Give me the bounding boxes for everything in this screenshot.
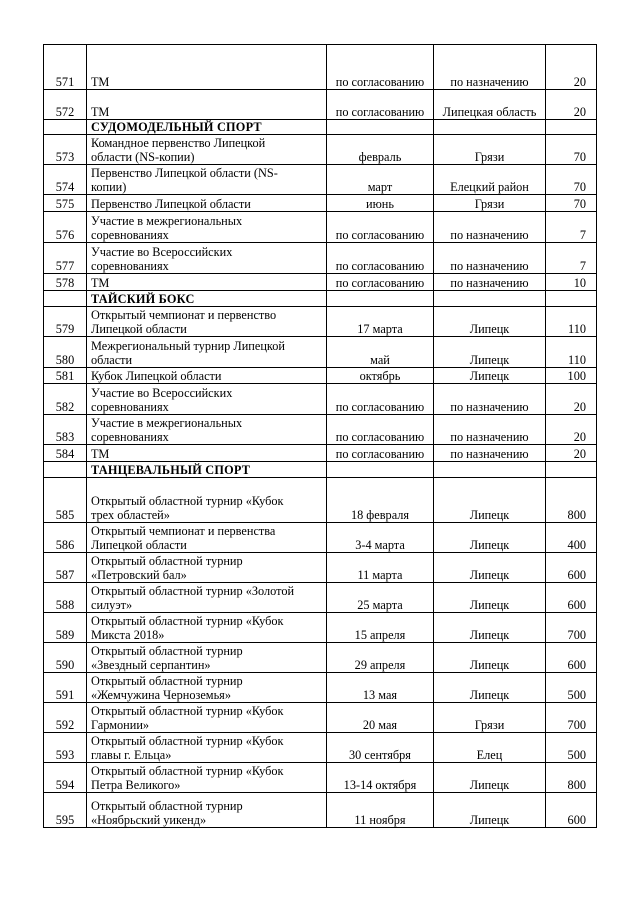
event-name-line: Открытый областной турнир	[91, 674, 243, 688]
participants-count: 70	[546, 165, 597, 195]
participants-count: 800	[546, 478, 597, 523]
event-date: октябрь	[327, 368, 434, 384]
event-name	[87, 733, 327, 763]
event-name-line: Открытый областной турнир «Золотой	[91, 584, 295, 598]
event-date: 15 апреля	[327, 613, 434, 643]
event-name-line: «Ноябрьский уикенд»	[91, 813, 207, 827]
event-name-line: соревнованиях	[91, 228, 169, 242]
participants-count: 500	[546, 673, 597, 703]
event-name-line: Участие в межрегиональных	[91, 416, 243, 430]
event-name-line: Участие во Всероссийских	[91, 386, 233, 400]
section-header-row	[44, 120, 597, 135]
event-place: Липецкая область	[434, 90, 546, 120]
event-place: Елец	[434, 733, 546, 763]
events-table-sheet	[43, 44, 596, 828]
participants-count: 70	[546, 195, 597, 212]
event-name-line: Открытый областной турнир «Кубок	[91, 734, 284, 748]
event-date: 25 марта	[327, 583, 434, 613]
event-name	[87, 613, 327, 643]
event-name	[87, 195, 327, 212]
table-row	[44, 553, 597, 583]
events-table-body	[44, 45, 597, 828]
row-number: 576	[44, 212, 87, 243]
event-name-line: силуэт»	[91, 598, 133, 612]
participants-count: 700	[546, 703, 597, 733]
row-number: 587	[44, 553, 87, 583]
event-name-line: Первенство Липецкой области (NS-	[91, 166, 278, 180]
row-number: 575	[44, 195, 87, 212]
event-name-line: Открытый областной турнир «Кубок	[91, 614, 284, 628]
event-place: Липецк	[434, 673, 546, 703]
participants-count: 20	[546, 384, 597, 415]
event-name-line: Липецкой области	[91, 538, 187, 552]
event-name	[87, 165, 327, 195]
section-num-cell	[44, 120, 87, 135]
row-number: 572	[44, 90, 87, 120]
event-name-line: Открытый областной турнир	[91, 554, 243, 568]
row-number: 582	[44, 384, 87, 415]
event-date: 11 марта	[327, 553, 434, 583]
table-row	[44, 445, 597, 462]
event-place: по назначению	[434, 243, 546, 274]
table-row	[44, 703, 597, 733]
event-place: Липецк	[434, 368, 546, 384]
event-name-line: Участие в межрегиональных	[91, 214, 243, 228]
table-row	[44, 763, 597, 793]
participants-count: 110	[546, 307, 597, 337]
section-empty-cell	[546, 462, 597, 478]
section-empty-cell	[434, 291, 546, 307]
event-name-line: Первенство Липецкой области	[91, 197, 251, 211]
event-name-line: соревнованиях	[91, 400, 169, 414]
event-name	[87, 45, 327, 90]
event-name-line: Петра Великого»	[91, 778, 181, 792]
event-date: 30 сентября	[327, 733, 434, 763]
event-name-line: «Петровский бал»	[91, 568, 187, 582]
event-name	[87, 243, 327, 274]
event-date: 13-14 октября	[327, 763, 434, 793]
section-empty-cell	[546, 120, 597, 135]
event-name	[87, 212, 327, 243]
event-date: 13 мая	[327, 673, 434, 703]
event-name-line: Открытый областной турнир «Кубок	[91, 764, 284, 778]
row-number: 574	[44, 165, 87, 195]
section-num-cell	[44, 291, 87, 307]
event-name-line: Микста 2018»	[91, 628, 165, 642]
event-name	[87, 368, 327, 384]
event-name	[87, 337, 327, 368]
event-place: по назначению	[434, 415, 546, 445]
event-name-line: Открытый областной турнир	[91, 644, 243, 658]
event-date: 20 мая	[327, 703, 434, 733]
event-name-line: Командное первенство Липецкой	[91, 136, 266, 150]
participants-count: 20	[546, 90, 597, 120]
event-date: май	[327, 337, 434, 368]
section-empty-cell	[327, 462, 434, 478]
event-name-line: Липецкой области	[91, 322, 187, 336]
event-date: по согласованию	[327, 45, 434, 90]
row-number: 586	[44, 523, 87, 553]
event-name	[87, 703, 327, 733]
event-name	[87, 445, 327, 462]
event-date: 17 марта	[327, 307, 434, 337]
participants-count: 110	[546, 337, 597, 368]
participants-count: 700	[546, 613, 597, 643]
table-row	[44, 643, 597, 673]
event-place: Липецк	[434, 553, 546, 583]
participants-count: 20	[546, 415, 597, 445]
row-number: 573	[44, 135, 87, 165]
participants-count: 600	[546, 553, 597, 583]
table-row	[44, 90, 597, 120]
table-row	[44, 478, 597, 523]
row-number: 589	[44, 613, 87, 643]
event-name-line: Открытый чемпионат и первенства	[91, 524, 276, 538]
event-name-line: ТМ	[91, 105, 110, 119]
event-date: по согласованию	[327, 274, 434, 291]
event-place: по назначению	[434, 274, 546, 291]
event-name	[87, 673, 327, 703]
row-number: 595	[44, 793, 87, 828]
section-title: СУДОМОДЕЛЬНЫЙ СПОРТ	[87, 120, 327, 135]
table-row	[44, 613, 597, 643]
event-place: Липецк	[434, 478, 546, 523]
event-place: Липецк	[434, 307, 546, 337]
event-place: Липецк	[434, 763, 546, 793]
event-place: Липецк	[434, 337, 546, 368]
events-table	[43, 44, 597, 828]
row-number: 578	[44, 274, 87, 291]
event-name	[87, 384, 327, 415]
event-name-line: области	[91, 353, 133, 367]
event-date: 3-4 марта	[327, 523, 434, 553]
event-place: Грязи	[434, 135, 546, 165]
section-header-row	[44, 291, 597, 307]
table-row	[44, 415, 597, 445]
row-number: 584	[44, 445, 87, 462]
table-row	[44, 45, 597, 90]
event-name	[87, 307, 327, 337]
table-row	[44, 368, 597, 384]
row-number: 594	[44, 763, 87, 793]
participants-count: 7	[546, 243, 597, 274]
table-row	[44, 523, 597, 553]
table-row	[44, 274, 597, 291]
table-row	[44, 307, 597, 337]
table-row	[44, 384, 597, 415]
event-place: Липецк	[434, 643, 546, 673]
event-date: март	[327, 165, 434, 195]
event-date: по согласованию	[327, 384, 434, 415]
event-place: по назначению	[434, 384, 546, 415]
row-number: 581	[44, 368, 87, 384]
participants-count: 20	[546, 45, 597, 90]
event-place: Грязи	[434, 195, 546, 212]
event-name-line: Кубок Липецкой области	[91, 369, 222, 383]
section-empty-cell	[434, 120, 546, 135]
participants-count: 500	[546, 733, 597, 763]
table-row	[44, 337, 597, 368]
event-place: Елецкий район	[434, 165, 546, 195]
row-number: 577	[44, 243, 87, 274]
event-date: по согласованию	[327, 90, 434, 120]
table-row	[44, 165, 597, 195]
event-name-line: ТМ	[91, 447, 110, 461]
section-header-row	[44, 462, 597, 478]
event-place: по назначению	[434, 212, 546, 243]
row-number: 593	[44, 733, 87, 763]
table-row	[44, 195, 597, 212]
table-row	[44, 243, 597, 274]
participants-count: 600	[546, 643, 597, 673]
row-number: 585	[44, 478, 87, 523]
event-place: Грязи	[434, 703, 546, 733]
event-date: 29 апреля	[327, 643, 434, 673]
event-name	[87, 415, 327, 445]
event-name	[87, 478, 327, 523]
section-empty-cell	[546, 291, 597, 307]
event-name	[87, 583, 327, 613]
event-place: по назначению	[434, 445, 546, 462]
event-date: по согласованию	[327, 212, 434, 243]
event-name-line: ТМ	[91, 276, 110, 290]
participants-count: 400	[546, 523, 597, 553]
row-number: 588	[44, 583, 87, 613]
event-name-line: «Жемчужина Черноземья»	[91, 688, 231, 702]
event-date: по согласованию	[327, 445, 434, 462]
participants-count: 10	[546, 274, 597, 291]
event-name	[87, 553, 327, 583]
event-date: 11 ноября	[327, 793, 434, 828]
event-place: Липецк	[434, 793, 546, 828]
table-row	[44, 135, 597, 165]
event-name-line: Участие во Всероссийских	[91, 245, 233, 259]
event-place: Липецк	[434, 613, 546, 643]
participants-count: 600	[546, 583, 597, 613]
participants-count: 600	[546, 793, 597, 828]
event-name	[87, 793, 327, 828]
event-name-line: копии)	[91, 180, 127, 194]
event-name	[87, 763, 327, 793]
event-date: июнь	[327, 195, 434, 212]
participants-count: 800	[546, 763, 597, 793]
event-name	[87, 274, 327, 291]
event-name-line: Открытый областной турнир «Кубок	[91, 494, 284, 508]
table-row	[44, 673, 597, 703]
participants-count: 100	[546, 368, 597, 384]
section-title: ТАНЦЕВАЛЬНЫЙ СПОРТ	[87, 462, 327, 478]
event-name-line: соревнованиях	[91, 430, 169, 444]
event-name	[87, 90, 327, 120]
section-empty-cell	[327, 291, 434, 307]
event-name-line: главы г. Ельца»	[91, 748, 172, 762]
event-name-line: Открытый чемпионат и первенство	[91, 308, 277, 322]
row-number: 580	[44, 337, 87, 368]
event-date: по согласованию	[327, 243, 434, 274]
event-place: Липецк	[434, 583, 546, 613]
event-name-line: соревнованиях	[91, 259, 169, 273]
section-empty-cell	[434, 462, 546, 478]
event-name-line: Межрегиональный турнир Липецкой	[91, 339, 286, 353]
event-name	[87, 523, 327, 553]
event-place: по назначению	[434, 45, 546, 90]
row-number: 590	[44, 643, 87, 673]
row-number: 579	[44, 307, 87, 337]
event-name-line: ТМ	[91, 75, 110, 89]
row-number: 571	[44, 45, 87, 90]
row-number: 591	[44, 673, 87, 703]
event-date: по согласованию	[327, 415, 434, 445]
row-number: 592	[44, 703, 87, 733]
event-name	[87, 135, 327, 165]
section-num-cell	[44, 462, 87, 478]
event-name	[87, 643, 327, 673]
event-name-line: Гармонии»	[91, 718, 150, 732]
event-name-line: области (NS-копии)	[91, 150, 195, 164]
section-empty-cell	[327, 120, 434, 135]
row-number: 583	[44, 415, 87, 445]
event-date: 18 февраля	[327, 478, 434, 523]
event-name-line: трех областей»	[91, 508, 170, 522]
participants-count: 20	[546, 445, 597, 462]
table-row	[44, 733, 597, 763]
table-row	[44, 583, 597, 613]
participants-count: 7	[546, 212, 597, 243]
table-row	[44, 212, 597, 243]
event-name-line: «Звездный серпантин»	[91, 658, 211, 672]
event-date: февраль	[327, 135, 434, 165]
participants-count: 70	[546, 135, 597, 165]
event-name-line: Открытый областной турнир «Кубок	[91, 704, 284, 718]
table-row	[44, 793, 597, 828]
section-title: ТАЙСКИЙ БОКС	[87, 291, 327, 307]
event-name-line: Открытый областной турнир	[91, 799, 243, 813]
event-place: Липецк	[434, 523, 546, 553]
